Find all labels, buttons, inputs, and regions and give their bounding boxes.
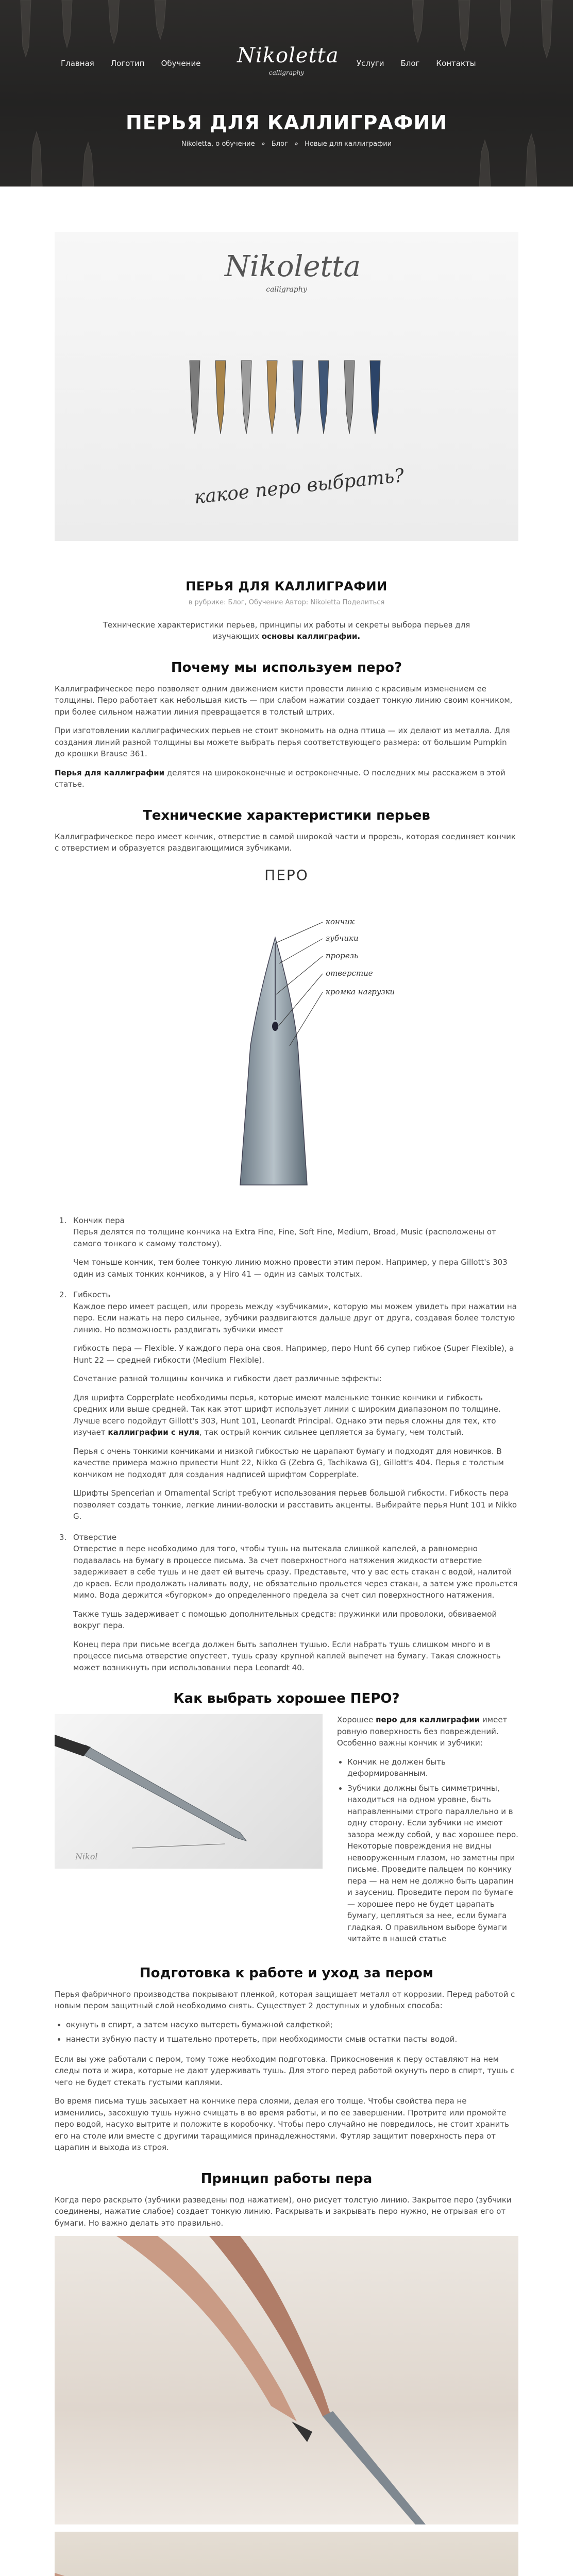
choose-criteria-list (347, 1756, 518, 1945)
paragraph-text: имеет ровную поверхность без повреждений. Особенно важны кончик и зубчики: (337, 1715, 508, 1748)
emphasis-text: Перья для каллиграфии (55, 768, 165, 777)
section-why-paragraph (55, 767, 518, 790)
prep-paragraph: Если вы уже работали с пером, тому тоже необходим подготовка. Прикосновения к перу оставляют на нем следы пота и жира, которые не дают удерживать тушь. Для этого перед работой окунуть перо в спирт, тушь с чего не будет стекать густыми каплями. (55, 2054, 515, 2087)
section-choose-title: Как выбрать хорошее ПЕРО? (173, 1691, 400, 1706)
list-item: • окунуть в спирт, а затем насухо вытереть бумажной салфеткой; (66, 2019, 518, 2031)
section-why-paragraph: Каллиграфическое перо позволяет одним движением кисти провести линию с красивым изменением ее толщины. Перо работает как небольшая кисть — при слабом нажатии создает тонкую линию своим кончиком, при более сильном нажатии линия превращается в толстый штрих. (55, 684, 513, 717)
logo-script-text: Nikoletta (237, 44, 339, 67)
list-item: • нанести зубную пасту и тщательно протереть, при необходимости смыв остатки пасты водой. (66, 2033, 518, 2045)
list-item: • Зубчики должны быть симметричны, находиться на одном уровне, быть направленными строго параллельно и в одну сторону. Если зубчики не имеют зазора между собой, у вас хорошее перо. Некоторые повреждения не видны невооруженным глазом, но заметны при письме. Проведите пальцем по кончику пера — на нем не должно быть царапин и заусениц. Проведите пером по бумаге — хорошее перо не будет царапать бумагу, цепляться за нее, если бумага гладкая. О правильном выборе бумаги читайте в нашей статье (347, 1783, 518, 1945)
list-item-title: 2. Гибкость (73, 1290, 111, 1299)
prep-paragraph: Во время письма тушь засыхает на кончике пера слоями, делая его толще. Чтобы свойства пера не изменились, засохшую тушь нужно счищать в во время работы, и по ее завершении. Протрите или промойте перо водой, насухо вытрите и положите в коробочку. Чтобы перо случайно не повредилось, не стоит хранить его на столе или вместе с другими таращимися принадлежностями. Футляр защитит поверхность пера от царапин и выхода из строя. (55, 2096, 509, 2152)
photo-1-art (55, 2236, 518, 2524)
nav-link-services[interactable]: Услуги (357, 59, 384, 68)
breadcrumb-blog[interactable]: Блог (271, 140, 288, 148)
list-item-paragraph: Отверстие в пере необходимо для того, чтобы тушь на вытекала слишкой капелей, а равномерно подавалась на бумагу в процессе письма. За счет поверхностного натяжения жидкости отверстие задерживает в себе тушь и не дает ей вытечь сразу. Представьте, что у вас есть стакан с водой, налитой до краев. Если продолжать наливать воду, не обязательно прольется через стакан, а затем уже прольется мимо. Вода держится «бугорком» до определенного предела за счет сил поверхностного натяжения. (73, 1544, 518, 1600)
nib-diagram (153, 865, 420, 1194)
post-intro (91, 619, 482, 642)
breadcrumb-home[interactable]: Nikoletta, о обучение (181, 140, 255, 148)
nib-label-tip: кончик (326, 917, 355, 926)
list-item-paragraph: Перья делятся по толщине кончика на Extra Fine, Fine, Soft Fine, Medium, Broad, Music (расположены от самого тонкого к самому толстому). (73, 1227, 496, 1248)
emphasis-text: каллиграфии с нуля (108, 1428, 199, 1437)
list-item-paragraph: Чем тоньше кончик, тем более тонкую линию можно провести этим пером. Например, у пера Gillott's 303 один из самых тонких кончиков, а у Hiro 41 — один из самых толстых. (73, 1258, 508, 1279)
list-item-paragraph: Перья с очень тонкими кончиками и низкой гибкостью не царапают бумагу и подходят для новичков. В качестве примера можно привести Hunt 22, Nikko G (Zebra G, Tachikawa G), Gillott's 404. Перья с толстым кончиком не подходят для создания надписей шрифтом Copperplate. (73, 1446, 504, 1479)
featured-logo-subtitle: calligraphy (266, 285, 307, 294)
nav-link-training[interactable]: Обучение (161, 59, 201, 68)
section-tech-paragraph: Каллиграфическое перо имеет кончик, отверстие в самой широкой части и прорезь, которая соединяет кончик с отверстием и образуется раздвигающимися зубчиками. (55, 832, 516, 853)
list-item-paragraph: Также тушь задерживает с помощью дополнительных средств: пружинки или проволоки, обвиваемой вокруг пера. (73, 1609, 497, 1630)
list-item-title: 1. Кончик пера (73, 1215, 125, 1225)
post-title: ПЕРЬЯ ДЛЯ КАЛЛИГРАФИИ (186, 579, 387, 594)
nib-label-slit: прорезь (326, 951, 359, 960)
nib-label-shoulder: кромка нагрузки (326, 987, 395, 996)
featured-logo-script: Nikoletta (225, 250, 361, 283)
nib-diagram-title: ПЕРО (264, 866, 309, 884)
featured-image (55, 232, 518, 541)
list-item-paragraph: гибкость пера — Flexible. У каждого пера она своя. Например, перо Hunt 66 супер гибкое (Super Flexible), а Hunt 22 — средней гибкости (Medium Flexible). (73, 1344, 514, 1365)
hero-banner (0, 0, 573, 187)
paragraph-text: , так острый кончик сильнее цепляется за бумагу, чем толстый. (199, 1428, 464, 1437)
principle-paragraph: Когда перо раскрыто (зубчики разведены под нажатием), оно рисует толстую линию. Закрытое перо (зубчики соединены, нажатие слабое) создает тонкую линию. Раскрывать и закрывать перо нужно, не отрывая его от бумаги. Но важно делать это правильно. (55, 2195, 512, 2228)
nav-link-contacts[interactable]: Контакты (436, 59, 476, 68)
section-why-paragraph: При изготовлении каллиграфических перьев не стоит экономить на одна птица — их делают из металла. Для создания линий разной толщины вы можете выбрать перья соответствующего размера: от большим Pumpkin до крошки Brause 361. (55, 726, 510, 758)
image-signature: Nikol (75, 1852, 98, 1861)
nib-on-paper-image (55, 1714, 323, 1869)
breadcrumb-separator: » (261, 140, 265, 148)
breadcrumb-current: Новые для каллиграфии (305, 140, 392, 148)
list-item-paragraph (73, 1392, 518, 1438)
nib-label-vent: отверстие (326, 968, 373, 978)
post-intro-bold: основы каллиграфии. (261, 632, 361, 641)
logo-subtitle: calligraphy (268, 69, 305, 76)
section-principle-title: Принцип работы пера (200, 2171, 373, 2187)
nib-body (240, 938, 307, 1185)
section-prep-title: Подготовка к работе и уход за пером (139, 1965, 434, 1981)
list-item (69, 1215, 518, 1280)
site-logo[interactable] (237, 44, 339, 77)
nav-right-group (357, 58, 476, 70)
nib-closeup-svg (55, 1714, 323, 1869)
prep-paragraph: Перья фабричного производства покрывают пленкой, которая защищает металл от коррозии. Перед работой с новым пером защитный слой необходимо снять. Существует 2 доступных и удобных способа: (55, 1989, 515, 2010)
page-title: ПЕРЬЯ ДЛЯ КАЛЛИГРАФИИ (125, 111, 448, 134)
list-item (69, 1532, 518, 1674)
nav-link-blog[interactable]: Блог (400, 59, 420, 68)
post-intro-text: Технические характеристики перьев, принципы их работы и секреты выбора перьев для изучающих (103, 620, 470, 641)
list-item-paragraph: Сочетание разной толщины кончика и гибкости дает различные эффекты: (73, 1374, 382, 1383)
list-item-paragraph: Шрифты Spencerian и Ornamental Script требуют использования перьев большой гибкости. Гибкость пера позволяет создать тонкие, легкие линии-волоски и расставить акценты. Выбирайте перья Hunt 101 и Nikko G. (73, 1488, 517, 1521)
paragraph-text: Хорошее (337, 1715, 376, 1724)
choose-section (55, 1714, 518, 1948)
list-item-title: 3. Отверстие (73, 1532, 117, 1542)
list-item-paragraph: Каждое перо имеет расщеп, или прорезь между «зубчиками», которую мы можем увидеть при нажатии на перо. Если нажать на перо сильнее, зубчики раздвигаются дальше друг от друга, создавая более толстую линию. Но возможность раздвигать зубчики имеет (73, 1301, 517, 1334)
emphasis-text: перо для каллиграфии (376, 1715, 480, 1724)
article-content (55, 187, 518, 2576)
prep-methods-list (66, 2019, 518, 2045)
nib-diagram-svg (153, 891, 420, 1190)
section-why-title: Почему мы используем перо? (171, 659, 402, 675)
hero-overlay (0, 0, 573, 187)
breadcrumb (0, 139, 573, 149)
nav-link-home[interactable]: Главная (61, 59, 94, 68)
paragraph-text: делятся на ширококонечные и остроконечные. О последних мы расскажем в этой статье. (55, 768, 505, 789)
photo-writing-hand-1 (55, 2236, 518, 2524)
featured-caption: какое перо выбрать? (193, 465, 406, 509)
list-item: • Кончик не должен быть деформированным. (347, 1756, 518, 1780)
photo-writing-hand-2 (55, 2532, 518, 2576)
paragraph-text: Для шрифта Copperplate необходимы перья, которые имеют маленькие тонкие кончики и гибкость средних или выше средней. Так как этот шрифт использует линии с широким диапазоном по толщине. Лучше всего подойдут Gillott's 303, Hunt 101, Leonardt Principal. Однако эти перья сложны для тех, кто изучает (73, 1393, 501, 1437)
section-tech-title: Технические характеристики перьев (143, 807, 430, 823)
nav-link-logo[interactable]: Логотип (110, 59, 145, 68)
nib-label-tines: зубчики (326, 933, 359, 943)
choose-text (337, 1714, 518, 1948)
photo-2-art (55, 2532, 518, 2576)
nib-features-list (69, 1215, 518, 1674)
choose-paragraph (337, 1714, 518, 1749)
list-item-paragraph: Конец пера при письме всегда должен быть заполнен тушью. Если набрать тушь слишком много и в процессе письма отверстие опустеет, тушь сразу крупной каплей выпечет на бумагу. Такая сложность может возникнуть при использовании пера Leonardt 40. (73, 1639, 501, 1672)
breadcrumb-separator: » (294, 140, 298, 148)
post-meta: в рубрике: Блог, Обучение Автор: Nikoletta Поделиться (188, 599, 385, 606)
nav-left-group (61, 58, 200, 70)
list-item (69, 1289, 518, 1522)
